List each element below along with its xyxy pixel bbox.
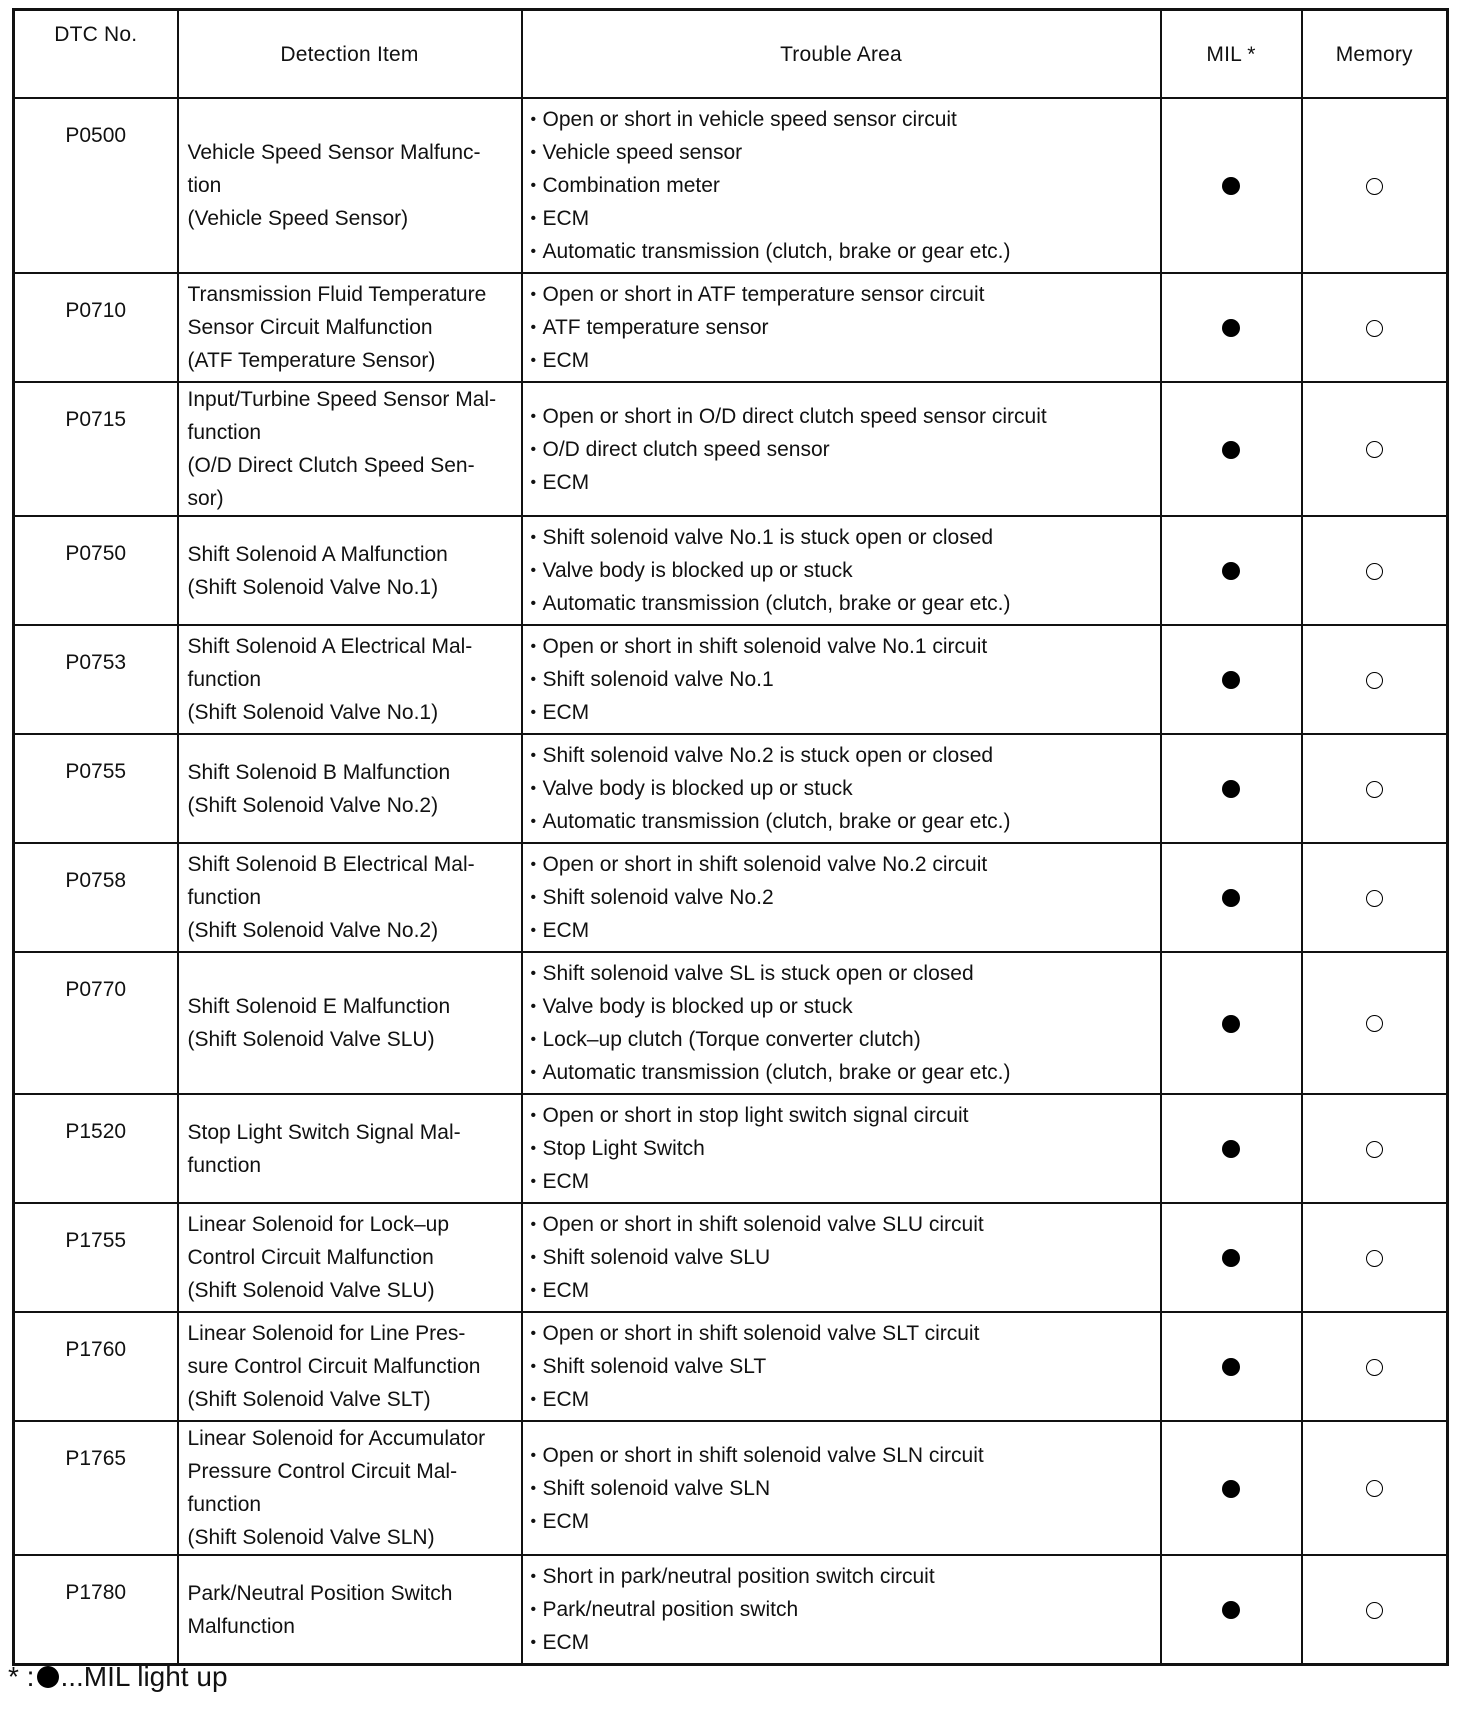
mil-cell (1161, 734, 1302, 843)
trouble-area-list (531, 1439, 1154, 1538)
detection-item (178, 734, 522, 843)
detection-item (178, 1203, 522, 1312)
trouble-area-item: • Shift solenoid valve SLU (531, 1241, 1154, 1274)
dtc-table-body (14, 98, 1448, 1665)
table-row (14, 1555, 1448, 1665)
detection-item-line: Linear Solenoid for Accumulator (187, 1427, 486, 1450)
trouble-area-list (531, 521, 1154, 620)
mil-cell (1161, 1094, 1302, 1203)
trouble-area-list (531, 848, 1154, 947)
detection-item (178, 382, 522, 516)
dtc-code: P0710 (14, 273, 178, 382)
trouble-area-item: • ECM (531, 1626, 1154, 1659)
trouble-area-list (531, 739, 1154, 838)
filled-circle-icon (1222, 1480, 1240, 1498)
memory-cell (1302, 516, 1448, 625)
trouble-area-item: • Open or short in shift solenoid valve SLU circuit (531, 1208, 1154, 1241)
memory-cell (1302, 734, 1448, 843)
detection-item-line: (Shift Solenoid Valve No.2) (187, 793, 439, 817)
trouble-area-list (531, 957, 1154, 1089)
trouble-area-item: • ECM (531, 1274, 1154, 1307)
open-circle-icon (1366, 890, 1383, 907)
memory-cell (1302, 1094, 1448, 1203)
trouble-area-item: • Open or short in vehicle speed sensor circuit (531, 103, 1154, 136)
trouble-area-item: • Open or short in ATF temperature sensor circuit (531, 278, 1154, 311)
open-circle-icon (1366, 320, 1383, 337)
trouble-area-item: • Valve body is blocked up or stuck (531, 554, 1154, 587)
open-circle-icon (1366, 563, 1383, 580)
trouble-area-item: • Shift solenoid valve No.2 (531, 881, 1154, 914)
trouble-area-list (531, 1560, 1154, 1659)
detection-item-line: (Shift Solenoid Valve No.1) (187, 701, 439, 724)
trouble-area-item: • Shift solenoid valve No.1 is stuck open or closed (531, 521, 1154, 554)
trouble-area-item: • ECM (531, 1165, 1154, 1198)
trouble-area (522, 625, 1161, 734)
detection-item-line: tion (187, 174, 222, 197)
detection-item-line: Sensor Circuit Malfunction (187, 316, 433, 339)
memory-cell (1302, 273, 1448, 382)
table-row (14, 1312, 1448, 1421)
trouble-area (522, 952, 1161, 1094)
detection-item-line: Pressure Control Circuit Mal- (187, 1460, 458, 1483)
filled-circle-icon (1222, 441, 1240, 459)
dtc-code: P0770 (14, 952, 178, 1094)
mil-cell (1161, 516, 1302, 625)
trouble-area-item: • ECM (531, 914, 1154, 947)
open-circle-icon (1366, 781, 1383, 798)
dtc-code: P0500 (14, 98, 178, 273)
trouble-area-item: • ECM (531, 1383, 1154, 1416)
open-circle-icon (1366, 441, 1383, 458)
mil-cell (1161, 382, 1302, 516)
detection-item (178, 625, 522, 734)
open-circle-icon (1366, 1359, 1383, 1376)
dtc-code: P0715 (14, 382, 178, 516)
detection-item-line: (Shift Solenoid Valve No.1) (187, 575, 439, 599)
trouble-area-item: • Automatic transmission (clutch, brake or gear etc.) (531, 587, 1154, 620)
dtc-table (12, 8, 1449, 1666)
detection-item (178, 843, 522, 952)
open-circle-icon (1366, 1250, 1383, 1267)
detection-item-line: sure Control Circuit Malfunction (187, 1355, 481, 1378)
mil-cell (1161, 1555, 1302, 1665)
trouble-area-item: • Open or short in shift solenoid valve No.2 circuit (531, 848, 1154, 881)
dtc-code: P1520 (14, 1094, 178, 1203)
detection-item-line: Shift Solenoid B Malfunction (187, 760, 451, 784)
table-row (14, 734, 1448, 843)
trouble-area-item: • ECM (531, 696, 1154, 729)
memory-cell (1302, 382, 1448, 516)
trouble-area-item: • ECM (531, 466, 1154, 499)
table-row (14, 625, 1448, 734)
trouble-area-item: • Short in park/neutral position switch circuit (531, 1560, 1154, 1593)
mil-cell (1161, 952, 1302, 1094)
trouble-area-item: • Shift solenoid valve No.1 (531, 663, 1154, 696)
dtc-code: P1765 (14, 1421, 178, 1555)
trouble-area-item: • O/D direct clutch speed sensor (531, 433, 1154, 466)
memory-cell (1302, 1421, 1448, 1555)
table-row (14, 1421, 1448, 1555)
trouble-area (522, 843, 1161, 952)
trouble-area (522, 382, 1161, 516)
memory-cell (1302, 1555, 1448, 1665)
trouble-area-item: • Shift solenoid valve SL is stuck open or closed (531, 957, 1154, 990)
mil-cell (1161, 98, 1302, 273)
mil-cell (1161, 843, 1302, 952)
trouble-area-item: • Valve body is blocked up or stuck (531, 772, 1154, 805)
detection-item-line: Shift Solenoid A Electrical Mal- (187, 635, 473, 658)
detection-item (178, 1312, 522, 1421)
trouble-area-item: • Shift solenoid valve SLN (531, 1472, 1154, 1505)
detection-item (178, 273, 522, 382)
trouble-area-list (531, 630, 1154, 729)
trouble-area-item: • Combination meter (531, 169, 1154, 202)
trouble-area-item: • Lock–up clutch (Torque converter clutch) (531, 1023, 1154, 1056)
footnote (8, 1660, 228, 1694)
detection-item-line: Transmission Fluid Temperature (187, 283, 487, 306)
filled-circle-icon (1222, 780, 1240, 798)
memory-cell (1302, 625, 1448, 734)
mil-cell (1161, 1203, 1302, 1312)
memory-cell (1302, 1203, 1448, 1312)
dtc-code: P0758 (14, 843, 178, 952)
dtc-code: P1760 (14, 1312, 178, 1421)
open-circle-icon (1366, 672, 1383, 689)
trouble-area-item: • Shift solenoid valve SLT (531, 1350, 1154, 1383)
trouble-area-item: • ECM (531, 1505, 1154, 1538)
trouble-area-item: • Park/neutral position switch (531, 1593, 1154, 1626)
table-row (14, 516, 1448, 625)
detection-item-line: function (187, 668, 262, 691)
trouble-area-list (531, 400, 1154, 499)
dtc-code: P1780 (14, 1555, 178, 1665)
detection-item-line: function (187, 1493, 262, 1516)
detection-item-line: (ATF Temperature Sensor) (187, 349, 436, 372)
trouble-area-item: • Stop Light Switch (531, 1132, 1154, 1165)
detection-item (178, 952, 522, 1094)
trouble-area-item: • ECM (531, 344, 1154, 377)
memory-cell (1302, 952, 1448, 1094)
mil-cell (1161, 1421, 1302, 1555)
trouble-area-list (531, 103, 1154, 268)
trouble-area (522, 516, 1161, 625)
trouble-area-list (531, 1099, 1154, 1198)
header-mil: MIL * (1161, 10, 1302, 99)
table-row (14, 952, 1448, 1094)
trouble-area-item: • Open or short in shift solenoid valve SLT circuit (531, 1317, 1154, 1350)
filled-circle-icon (1222, 1601, 1240, 1619)
detection-item-line: function (187, 421, 262, 444)
detection-item-line: (Shift Solenoid Valve SLU) (187, 1279, 435, 1302)
detection-item-line: Linear Solenoid for Line Pres- (187, 1322, 466, 1345)
table-row (14, 98, 1448, 273)
trouble-area-item: • Vehicle speed sensor (531, 136, 1154, 169)
mil-cell (1161, 625, 1302, 734)
open-circle-icon (1366, 178, 1383, 195)
detection-item-line: (Vehicle Speed Sensor) (187, 207, 409, 230)
detection-item-line: Linear Solenoid for Lock–up (187, 1213, 450, 1236)
trouble-area-item: • Valve body is blocked up or stuck (531, 990, 1154, 1023)
filled-circle-icon (1222, 1015, 1240, 1033)
detection-item-line: function (187, 1153, 262, 1177)
detection-item-line: Shift Solenoid E Malfunction (187, 995, 451, 1018)
detection-item-line: Shift Solenoid A Malfunction (187, 542, 448, 566)
trouble-area (522, 734, 1161, 843)
detection-item-line: (Shift Solenoid Valve SLT) (187, 1388, 431, 1411)
mil-cell (1161, 273, 1302, 382)
trouble-area (522, 1312, 1161, 1421)
detection-item (178, 1094, 522, 1203)
footnote-prefix: * : (8, 1661, 35, 1692)
detection-item (178, 1555, 522, 1665)
detection-item-line: function (187, 886, 262, 909)
detection-item-line: Input/Turbine Speed Sensor Mal- (187, 388, 497, 411)
detection-item-line: Control Circuit Malfunction (187, 1246, 434, 1269)
detection-item-line: Malfunction (187, 1614, 295, 1638)
dtc-code: P0753 (14, 625, 178, 734)
open-circle-icon (1366, 1141, 1383, 1158)
open-circle-icon (1366, 1480, 1383, 1497)
trouble-area-list (531, 278, 1154, 377)
header-memory: Memory (1302, 10, 1448, 99)
table-row (14, 843, 1448, 952)
table-row (14, 1094, 1448, 1203)
trouble-area-item: • ECM (531, 202, 1154, 235)
detection-item-line: Stop Light Switch Signal Mal- (187, 1120, 461, 1144)
memory-cell (1302, 843, 1448, 952)
trouble-area-item: • Open or short in shift solenoid valve SLN circuit (531, 1439, 1154, 1472)
header-row (14, 10, 1448, 99)
detection-item-line: Park/Neutral Position Switch (187, 1581, 453, 1605)
detection-item (178, 516, 522, 625)
footnote-text: ...MIL light up (60, 1661, 228, 1692)
detection-item-line: (Shift Solenoid Valve No.2) (187, 919, 439, 942)
detection-item-line: (Shift Solenoid Valve SLN) (187, 1526, 435, 1549)
header-dtc-no: DTC No. (14, 10, 178, 99)
filled-circle-icon (37, 1666, 59, 1688)
filled-circle-icon (1222, 319, 1240, 337)
dtc-code: P0750 (14, 516, 178, 625)
filled-circle-icon (1222, 889, 1240, 907)
detection-item-line: Shift Solenoid B Electrical Mal- (187, 853, 475, 876)
table-row (14, 1203, 1448, 1312)
trouble-area-item: • Open or short in stop light switch signal circuit (531, 1099, 1154, 1132)
header-detection-item: Detection Item (178, 10, 522, 99)
trouble-area (522, 1555, 1161, 1665)
memory-cell (1302, 98, 1448, 273)
trouble-area (522, 1094, 1161, 1203)
trouble-area-item: • ATF temperature sensor (531, 311, 1154, 344)
trouble-area (522, 1203, 1161, 1312)
trouble-area-list (531, 1208, 1154, 1307)
filled-circle-icon (1222, 1140, 1240, 1158)
detection-item-line: (O/D Direct Clutch Speed Sen- (187, 454, 475, 477)
trouble-area-item: • Automatic transmission (clutch, brake or gear etc.) (531, 235, 1154, 268)
open-circle-icon (1366, 1015, 1383, 1032)
table-row (14, 382, 1448, 516)
trouble-area-list (531, 1317, 1154, 1416)
trouble-area-item: • Open or short in shift solenoid valve No.1 circuit (531, 630, 1154, 663)
trouble-area-item: • Automatic transmission (clutch, brake or gear etc.) (531, 1056, 1154, 1089)
trouble-area-item: • Shift solenoid valve No.2 is stuck open or closed (531, 739, 1154, 772)
filled-circle-icon (1222, 177, 1240, 195)
trouble-area (522, 273, 1161, 382)
trouble-area-item: • Automatic transmission (clutch, brake or gear etc.) (531, 805, 1154, 838)
filled-circle-icon (1222, 1358, 1240, 1376)
open-circle-icon (1366, 1602, 1383, 1619)
detection-item-line: (Shift Solenoid Valve SLU) (187, 1028, 435, 1051)
mil-cell (1161, 1312, 1302, 1421)
trouble-area (522, 1421, 1161, 1555)
trouble-area (522, 98, 1161, 273)
header-trouble-area: Trouble Area (522, 10, 1161, 99)
trouble-area-item: • Open or short in O/D direct clutch speed sensor circuit (531, 400, 1154, 433)
detection-item (178, 98, 522, 273)
dtc-code: P0755 (14, 734, 178, 843)
memory-cell (1302, 1312, 1448, 1421)
detection-item-line: Vehicle Speed Sensor Malfunc- (187, 141, 481, 164)
table-row (14, 273, 1448, 382)
filled-circle-icon (1222, 562, 1240, 580)
detection-item-line: sor) (187, 487, 224, 510)
detection-item (178, 1421, 522, 1555)
filled-circle-icon (1222, 1249, 1240, 1267)
dtc-code: P1755 (14, 1203, 178, 1312)
filled-circle-icon (1222, 671, 1240, 689)
